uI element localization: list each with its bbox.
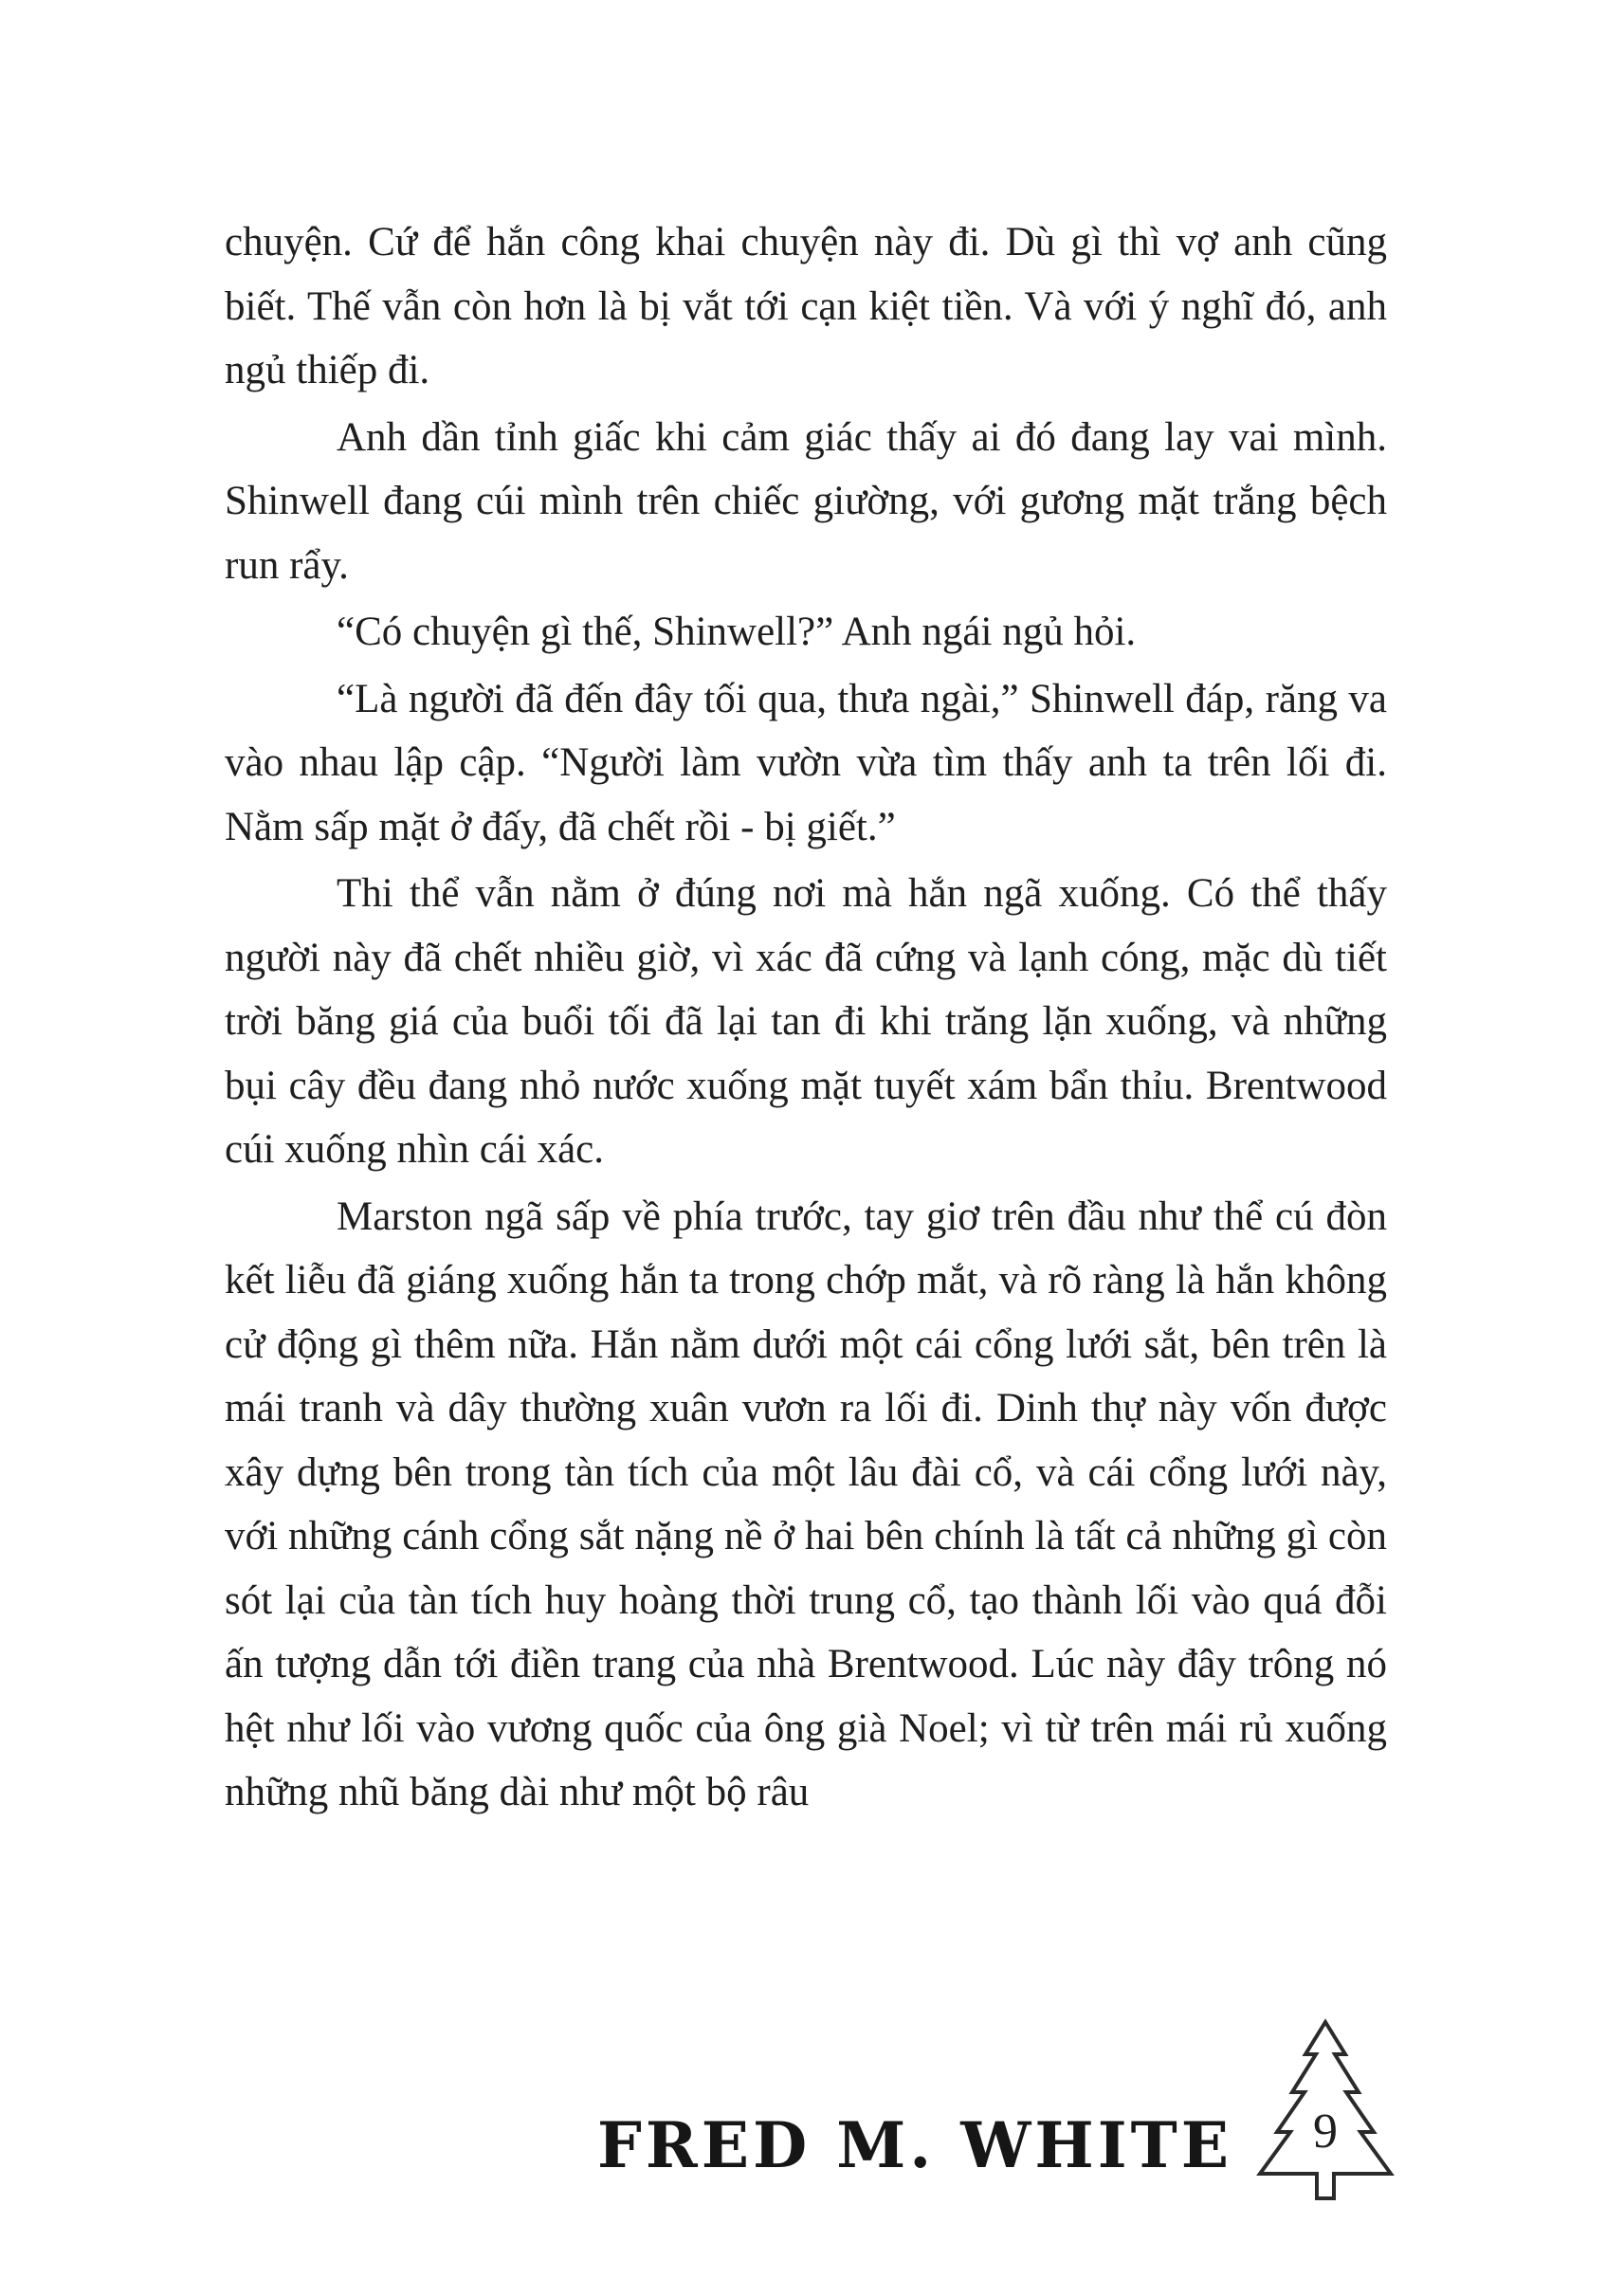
page-footer <box>0 2014 1624 2204</box>
author-name: FRED M. WHITE <box>596 2108 1232 2182</box>
page-number: 9 <box>1313 2105 1338 2159</box>
paragraph: “Là người đã đến đây tối qua, thưa ngài,” Shinwell đáp, răng va vào nhau lập cập. “Người làm vườn vừa tìm thấy anh ta trên lối đi. Nằm sấp mặt ở đấy, đã chết rồi - bị giết.” <box>225 676 1387 849</box>
paragraph: chuyện. Cứ để hắn công khai chuyện này đi. Dù gì thì vợ anh cũng biết. Thế vẫn còn hơn là bị vắt tới cạn kiệt tiền. Và với ý nghĩ đó, anh ngủ thiếp đi. <box>225 220 1387 392</box>
paragraph: Thi thể vẫn nằm ở đúng nơi mà hắn ngã xuống. Có thể thấy người này đã chết nhiều giờ, vì xác đã cứng và lạnh cóng, mặc dù tiết trời băng giá của buổi tối đã lại tan đi khi trăng lặn xuống, và những bụi cây đều đang nhỏ nước xuống mặt tuyết xám bẩn thỉu. Brentwood cúi xuống nhìn cái xác. <box>225 871 1387 1172</box>
paragraph: Marston ngã sấp về phía trước, tay giơ trên đầu như thể cú đòn kết liễu đã giáng xuống hắn ta trong chớp mắt, và rõ ràng là hắn không cử động gì thêm nữa. Hắn nằm dưới một cái cổng lưới sắt, bên trên là mái tranh và dây thường xuân vươn ra lối đi. Dinh thự này vốn được xây dựng bên trong tàn tích của một lâu đài cổ, và cái cổng lưới này, với những cánh cổng sắt nặng nề ở hai bên chính là tất cả những gì còn sót lại của tàn tích huy hoàng thời trung cổ, tạo thành lối vào quá đỗi ấn tượng dẫn tới điền trang của nhà Brentwood. Lúc này đây trông nó hệt như lối vào vương quốc của ông già Noel; vì từ trên mái rủ xuống những nhũ băng dài như một bộ râu <box>225 1194 1387 1814</box>
body-text <box>225 210 1387 1828</box>
paragraph: Anh dần tỉnh giấc khi cảm giác thấy ai đó đang lay vai mình. Shinwell đang cúi mình trên chiếc giường, với gương mặt trắng bệch run rẩy. <box>225 414 1387 588</box>
paragraph: “Có chuyện gì thế, Shinwell?” Anh ngái ngủ hỏi. <box>337 610 1137 654</box>
